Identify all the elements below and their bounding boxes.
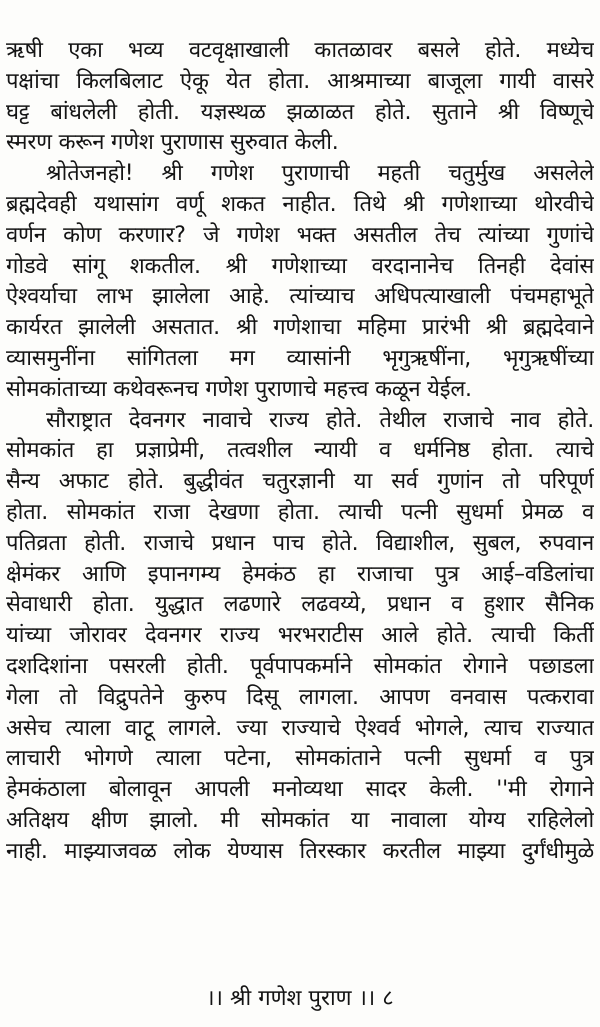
text-line: होता. सोमकांत राजा देखणा होता. त्याची पत्नी सुधर्मा प्रेमळ व <box>6 499 594 525</box>
text-line: सोमकांताच्या कथेवरूनच गणेश पुराणाचे महत्त्व कळून येईल. <box>6 376 472 402</box>
text-line: गोडवे सांगू शकतील. श्री गणेशाच्या वरदानानेच तिनही देवांस <box>6 253 594 279</box>
text-line: सेवाधारी होता. युद्धात लढणारे लढवय्ये, प्रधान व हुशार सैनिक <box>6 592 594 618</box>
text-line: ऋषी एका भव्य वटवृक्षाखाली कातळावर बसले होते. मध्येच <box>6 38 594 63</box>
text-line: दशदिशांना पसरली होती. पूर्वपापकर्माने सोमकांत रोगाने पछाडला <box>6 653 594 679</box>
text-line: स्मरण करून गणेश पुराणास सुरुवात केली. <box>6 130 339 156</box>
text-line: सोमकांत हा प्रज्ञाप्रेमी, तत्वशील न्यायी व धर्मनिष्ठ होता. त्याचे <box>6 438 594 464</box>
text-line: क्षेमंकर आणि इपानगम्य हेमकंठ हा राजाचा पुत्र आई–वडिलांचा <box>6 561 594 587</box>
text-line: श्रोतेजनहो! श्री गणेश पुराणाची महती चतुर्मुख असलेले <box>46 161 594 187</box>
text-line: सैन्य अफाट होते. बुद्धीवंत चतुरज्ञानी या सर्व गुणांन तो परिपूर्ण <box>6 469 594 495</box>
text-line: नाही. माझ्याजवळ लोक येण्यास तिरस्कार करतील माझ्या दुर्गंधीमुळे <box>6 838 594 864</box>
page-body-text <box>6 36 594 868</box>
text-line: पक्षांचा किलबिलाट ऐकू येत होता. आश्रमाच्या बाजूला गायी वासरे <box>6 68 594 94</box>
text-line: असेच त्याला वाटू लागले. ज्या राज्याचे ऐश्वर्व भोगले, त्याच राज्यात <box>6 715 594 741</box>
text-line: ऐश्वर्याचा लाभ झालेला आहे. त्यांच्याच अधिपत्याखाली पंचमहाभूते <box>6 284 594 310</box>
text-line: ब्रह्मदेवही यथासांग वर्णू शकत नाहीत. तिथे श्री गणेशाच्या थोरवीचे <box>6 191 594 217</box>
text-line: पतिव्रता होती. राजाचे प्रधान पाच होते. विद्याशील, सुबल, रुपवान <box>6 530 594 556</box>
text-line: यांच्या जोरावर देवनगर राज्य भरभराटीस आले होते. त्याची किर्ती <box>6 623 594 649</box>
text-line: गेला तो विद्रुपतेने कुरुप दिसू लागला. आपण वनवास पत्करावा <box>6 684 594 710</box>
text-line: लाचारी भोगणे त्याला पटेना, सोमकांताने पत्नी सुधर्मा व पुत्र <box>6 746 594 772</box>
page-footer: ।। श्री गणेश पुराण ।। ८ <box>206 986 394 1011</box>
text-line: व्यासमुनींना सांगितला मग व्यासांनी भृगुऋषींना, भृगुऋषींच्या <box>6 345 594 371</box>
text-line: हेमकंठाला बोलावून आपली मनोव्यथा सादर केली. ''मी रोगाने <box>6 777 594 803</box>
text-line: कार्यरत झालेली असतात. श्री गणेशाचा महिमा प्रारंभी श्री ब्रह्मदेवाने <box>6 315 594 341</box>
text-line: अतिक्षय क्षीण झालो. मी सोमकांत या नावाला योग्य राहिलेलो <box>6 807 594 833</box>
text-line: घट्ट बांधलेली होती. यज्ञस्थळ झळाळत होते. सुताने श्री विष्णूचे <box>6 99 594 125</box>
text-line: सौराष्ट्रात देवनगर नावाचे राज्य होते. तेथील राजाचे नाव होते. <box>46 407 594 433</box>
text-line: वर्णन कोण करणार? जे गणेश भक्त असतील तेच त्यांच्या गुणांचे <box>6 222 594 248</box>
